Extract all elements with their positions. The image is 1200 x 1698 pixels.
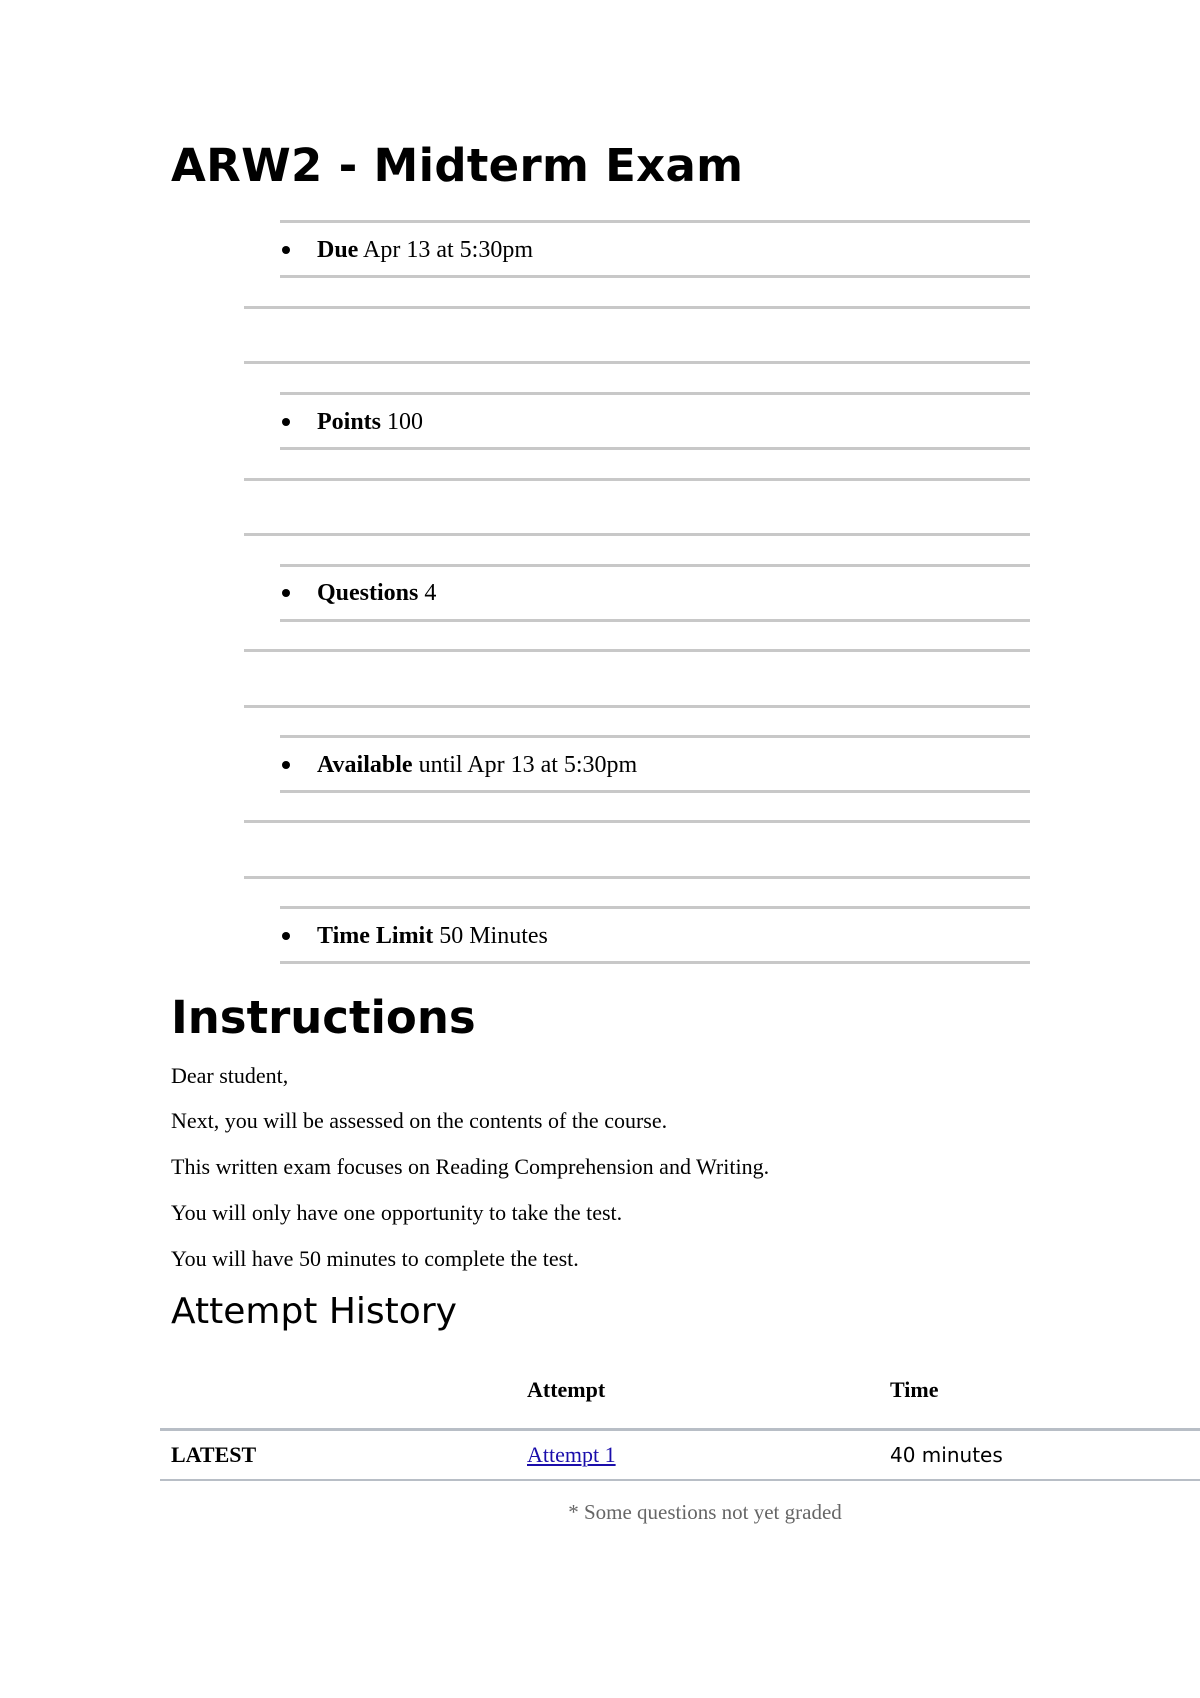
divider [244, 306, 1030, 309]
table-header-time: Time [890, 1377, 939, 1402]
detail-value: 100 [387, 409, 424, 435]
divider [280, 392, 1030, 395]
divider [280, 735, 1030, 738]
divider [280, 906, 1030, 909]
divider [280, 220, 1030, 223]
divider [244, 533, 1030, 536]
divider [244, 649, 1030, 652]
detail-value: 4 [424, 580, 437, 606]
divider [280, 961, 1030, 964]
attempt-history-heading: Attempt History [171, 1291, 457, 1332]
bullet-icon [282, 589, 290, 597]
grading-footnote: * Some questions not yet graded [568, 1500, 842, 1524]
divider [244, 361, 1030, 364]
detail-label: Due [317, 237, 359, 263]
bullet-icon [282, 246, 290, 254]
divider [280, 564, 1030, 567]
detail-label: Available [317, 752, 413, 778]
detail-label: Questions [317, 580, 419, 606]
detail-value: Apr 13 at 5:30pm [363, 237, 534, 263]
table-row-divider [160, 1479, 1200, 1481]
divider [280, 447, 1030, 450]
divider [244, 478, 1030, 481]
detail-value: 50 Minutes [439, 923, 548, 949]
instructions-heading: Instructions [171, 991, 476, 1044]
bullet-icon [282, 418, 290, 426]
table-header-attempt: Attempt [527, 1377, 606, 1402]
divider [244, 820, 1030, 823]
instructions-paragraph: You will have 50 minutes to complete the test. [171, 1246, 579, 1271]
detail-label: Time Limit [317, 923, 434, 949]
bullet-icon [282, 761, 290, 769]
attempt-time: 40 minutes [890, 1443, 1003, 1467]
attempt-link[interactable]: Attempt 1 [527, 1442, 616, 1467]
detail-value: until Apr 13 at 5:30pm [418, 752, 638, 778]
attempt-status: LATEST [171, 1442, 257, 1467]
table-header-divider [160, 1428, 1200, 1431]
page-title: ARW2 - Midterm Exam [171, 139, 744, 192]
instructions-paragraph: This written exam focuses on Reading Comprehension and Writing. [171, 1154, 770, 1179]
instructions-paragraph: Dear student, [171, 1063, 289, 1088]
instructions-paragraph: Next, you will be assessed on the contents of the course. [171, 1108, 668, 1133]
divider [244, 876, 1030, 879]
divider [280, 275, 1030, 278]
detail-label: Points [317, 409, 382, 435]
instructions-paragraph: You will only have one opportunity to take the test. [171, 1200, 623, 1225]
divider [244, 705, 1030, 708]
bullet-icon [282, 932, 290, 940]
divider [280, 790, 1030, 793]
divider [280, 619, 1030, 622]
